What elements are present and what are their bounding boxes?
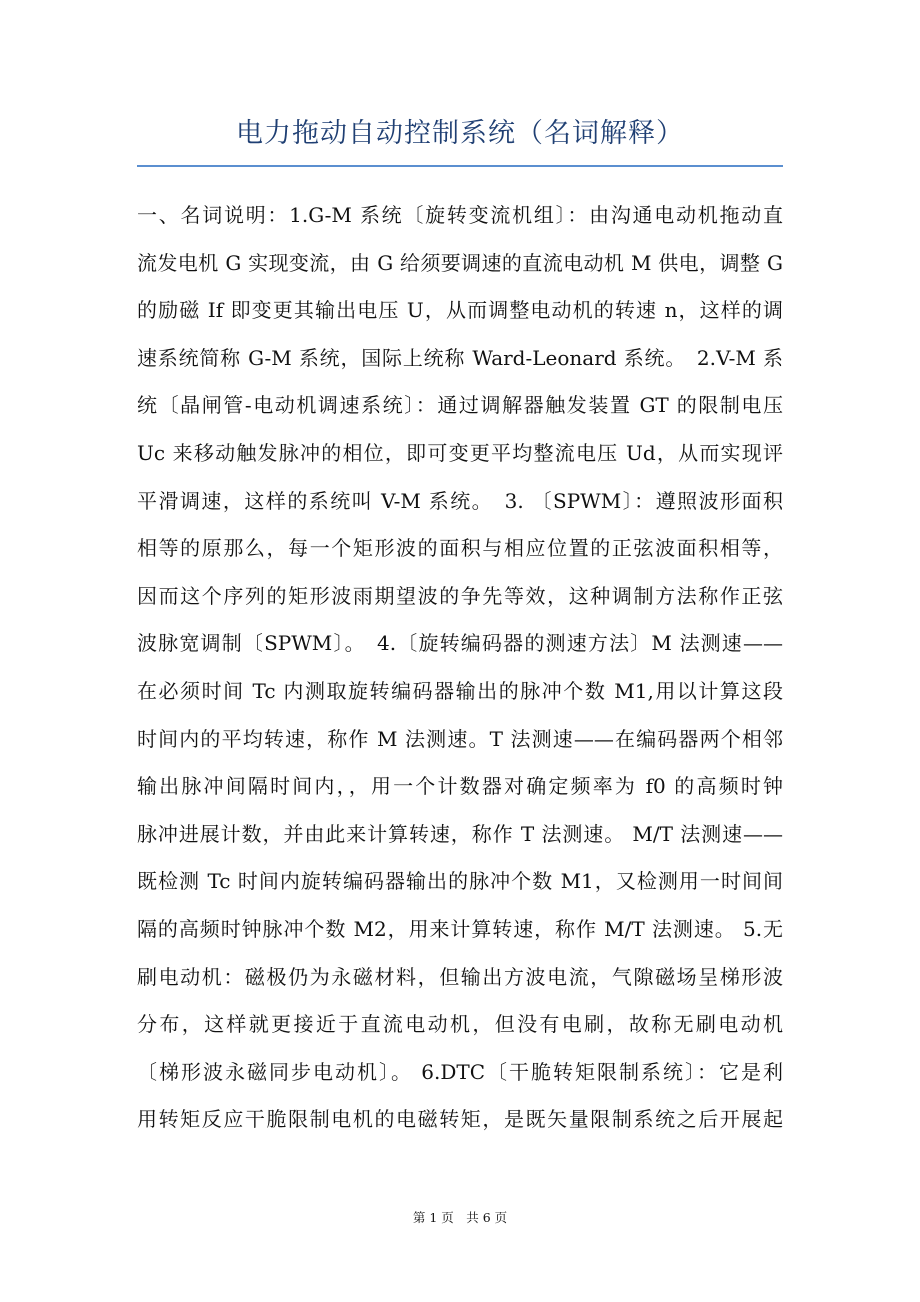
body-text-line: Uc 来移动触发脉冲的相位，即可变更平均整流电压 Ud，从而实现评: [137, 440, 783, 465]
body-text-line: 用转矩反应干脆限制电机的电磁转矩，是既矢量限制系统之后开展起: [137, 1107, 783, 1132]
body-text-line: 时间内的平均转速，称作 M 法测速。T 法测速——在编码器两个相邻: [137, 726, 783, 751]
body-text-line: 隔的高频时钟脉冲个数 M2，用来计算转速，称作 M/T 法测速。 5.无: [137, 916, 783, 941]
body-text-line: 一、名词说明：1.G-M 系统〔旋转变流机组〕：由沟通电动机拖动直: [137, 203, 783, 227]
title-divider: [137, 165, 783, 167]
body-text-line: 平滑调速，这样的系统叫 V-M 系统。 3. 〔SPWM〕：遵照波形面积: [137, 488, 783, 513]
body-text-line: 统〔晶闸管-电动机调速系统〕：通过调解器触发装置 GT 的限制电压: [137, 393, 783, 418]
body-text-line: 〔梯形波永磁同步电动机〕。 6.DTC〔干脆转矩限制系统〕：它是利: [137, 1059, 783, 1084]
page-footer: 第 1 页 共 6 页: [412, 1210, 508, 1225]
body-text-line: 分布，这样就更接近于直流电动机，但没有电刷，故称无刷电动机: [137, 1012, 783, 1037]
body-text-line: 相等的原那么，每一个矩形波的面积与相应位置的正弦波面积相等，: [137, 536, 783, 561]
body-text-line: 流发电机 G 实现变流，由 G 给须要调速的直流电动机 M 供电，调整 G: [137, 250, 783, 275]
body-text-line: 的励磁 If 即变更其输出电压 U，从而调整电动机的转速 n，这样的调: [137, 298, 783, 323]
document-title: 电力拖动自动控制系统（名词解释）: [236, 118, 684, 149]
body-text-line: 因而这个序列的矩形波雨期望波的争先等效，这种调制方法称作正弦: [137, 583, 783, 608]
document-body: [137, 192, 783, 1144]
body-text-line: 输出脉冲间隔时间内，，用一个计数器对确定频率为 f0 的高频时钟: [137, 774, 783, 799]
body-text-line: 脉冲进展计数，并由此来计算转速，称作 T 法测速。 M/T 法测速——: [137, 821, 783, 846]
body-text-line: 在必须时间 Tc 内测取旋转编码器输出的脉冲个数 M1,用以计算这段: [137, 678, 783, 703]
body-text-line: 既检测 Tc 时间内旋转编码器输出的脉冲个数 M1，又检测用一时间间: [137, 869, 783, 894]
body-text-line: 波脉宽调制〔SPWM〕。 4.〔旋转编码器的测速方法〕M 法测速——: [137, 631, 783, 656]
body-text-line: 刷电动机：磁极仍为永磁材料，但输出方波电流，气隙磁场呈梯形波: [137, 964, 783, 989]
body-text-line: 速系统简称 G-M 系统，国际上统称 Ward-Leonard 系统。 2.V-M 系: [137, 345, 783, 370]
